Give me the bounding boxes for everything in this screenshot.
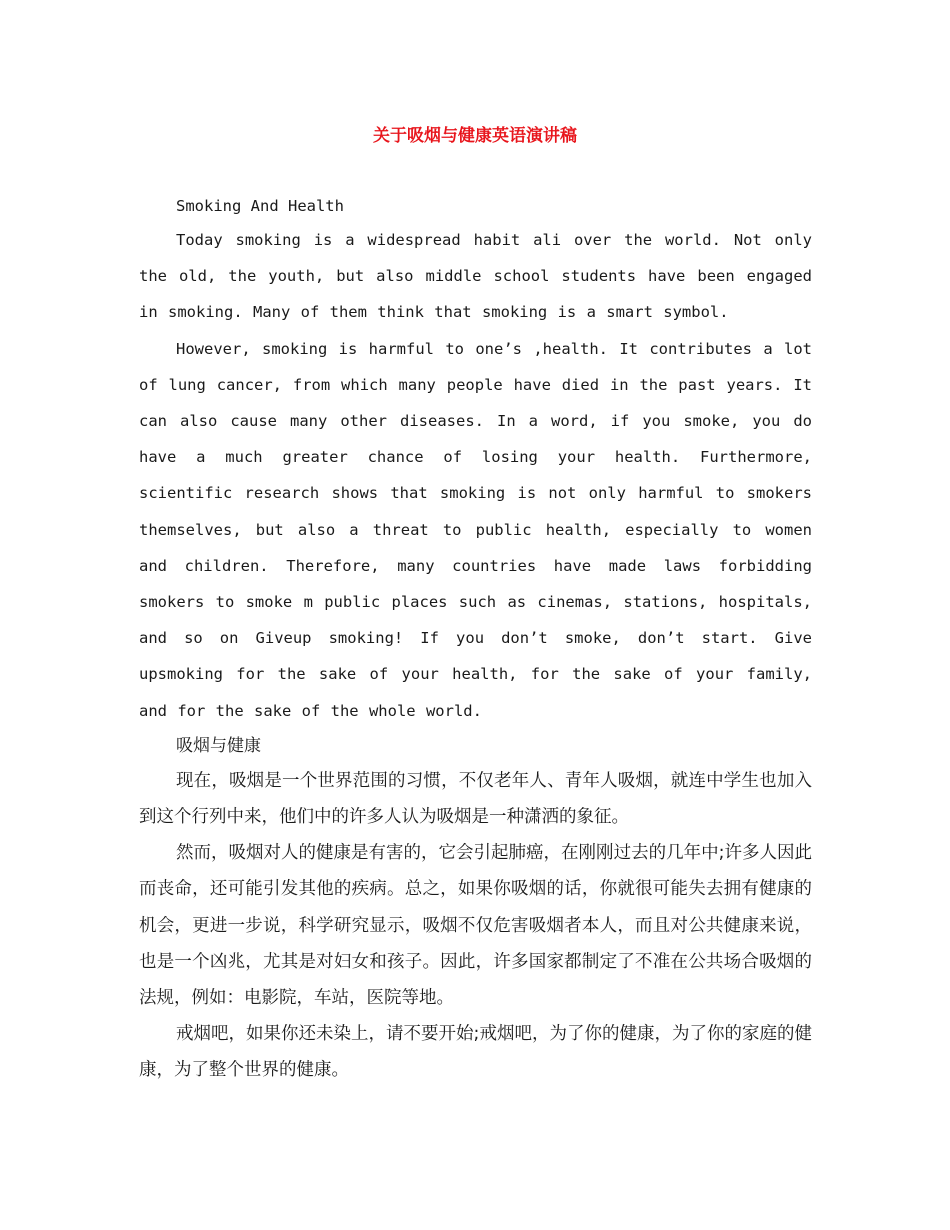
document-body <box>139 190 812 1089</box>
chinese-paragraph-3: 戒烟吧，如果你还未染上，请不要开始;戒烟吧，为了你的健康，为了你的家庭的健康，为了整个世界的健康。 <box>139 1024 812 1081</box>
english-paragraph-1: Today smoking is a widespread habit ali over the world. Not only the old, the youth, but also middle school students have been engaged in smoking. Many of them think that smoking is a smart symbol. <box>139 231 812 322</box>
chinese-heading: 吸烟与健康 <box>176 735 261 756</box>
english-paragraph-2: However, smoking is harmful to one’s ,health. It contributes a lot of lung cancer, from which many people have died in the past years. It can also cause many other diseases. In a word, if you smoke, you do have a much greater chance of losing your health. Furthermore, scientific research shows that smoking is not only harmful to smokers themselves, but also a threat to public health, especially to women and children. Therefore, many countries have made laws forbidding smokers to smoke m public places such as cinemas, stations, hospitals, and so on Giveup smoking! If you don’t smoke, don’t start. Give upsmoking for the sake of your health, for the sake of your family, and for the sake of the whole world. <box>139 339 812 720</box>
document-title: 关于吸烟与健康英语演讲稿 <box>373 126 577 146</box>
english-heading: Smoking And Health <box>176 197 344 215</box>
chinese-paragraph-1: 现在，吸烟是一个世界范围的习惯，不仅老年人、青年人吸烟，就连中学生也加入到这个行列中来，他们中的许多人认为吸烟是一种潇洒的象征。 <box>139 770 812 828</box>
chinese-paragraph-2: 然而，吸烟对人的健康是有害的，它会引起肺癌，在刚刚过去的几年中;许多人因此而丧命，还可能引发其他的疾病。总之，如果你吸烟的话，你就很可能失去拥有健康的机会，更进一步说，科学研究显示，吸烟不仅危害吸烟者本人，而且对公共健康来说，也是一个凶兆，尤其是对妇女和孩子。因此，许多国家都制定了不准在公共场合吸烟的法规，例如：电影院，车站，医院等地。 <box>139 843 812 1009</box>
